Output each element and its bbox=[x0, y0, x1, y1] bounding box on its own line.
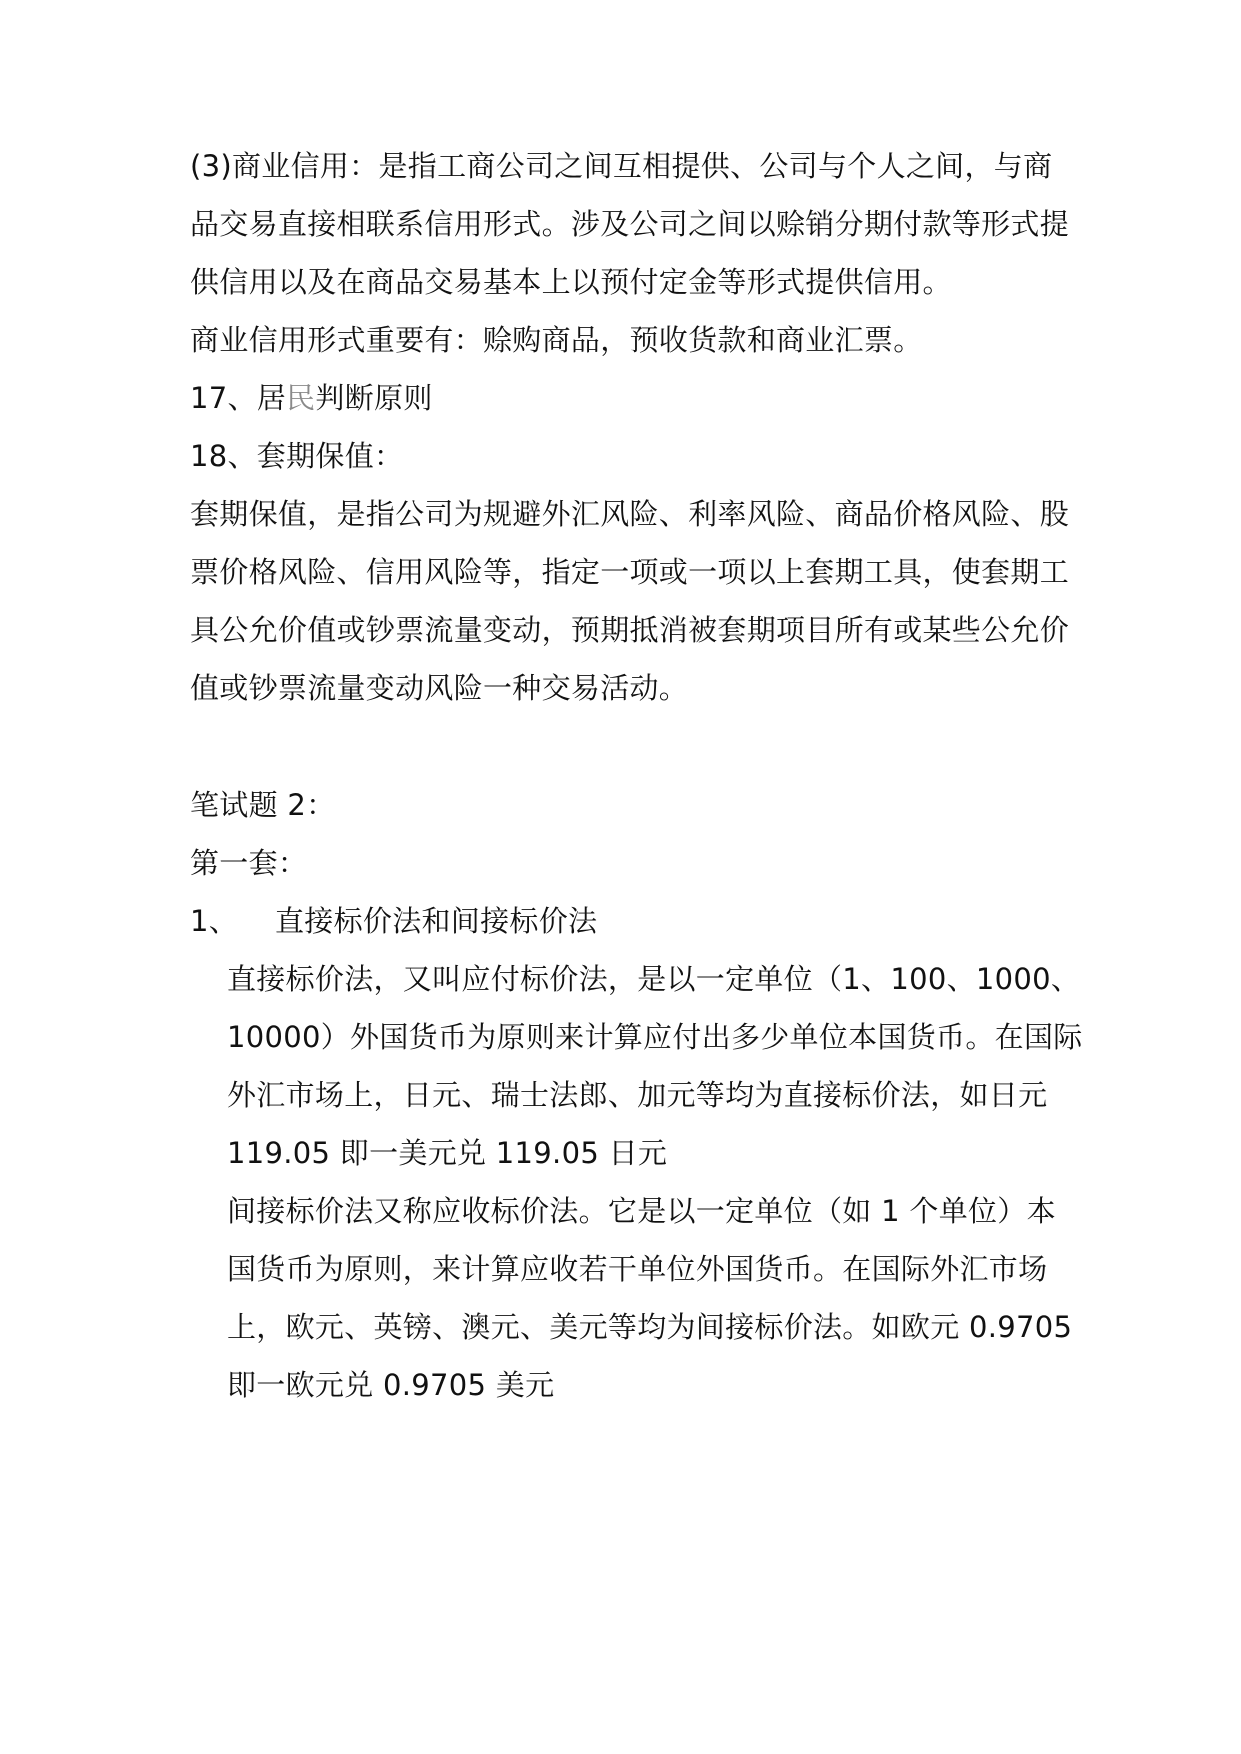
question-1-title: 直接标价法和间接标价法 bbox=[275, 904, 598, 938]
commercial-credit-line-4: 商业信用形式重要有：赊购商品，预收货款和商业汇票。 bbox=[190, 323, 923, 357]
direct-quote-line-2: 10000）外国货币为原则来计算应付出多少单位本国货币。在国际 bbox=[227, 1020, 1083, 1054]
item-17-grey-char: 民 bbox=[286, 381, 316, 415]
direct-quote-line-3: 外汇市场上，日元、瑞士法郎、加元等均为直接标价法，如日元 bbox=[227, 1078, 1048, 1112]
hedging-line-4: 值或钞票流量变动风险一种交易活动。 bbox=[190, 671, 689, 705]
indirect-quote-line-2: 国货币为原则，来计算应收若干单位外国货币。在国际外汇市场 bbox=[227, 1252, 1048, 1286]
item-18-heading: 18、套期保值： bbox=[190, 439, 404, 473]
question-1-number: 1、 bbox=[190, 904, 239, 938]
commercial-credit-line-2: 品交易直接相联系信用形式。涉及公司之间以赊销分期付款等形式提 bbox=[190, 207, 1070, 241]
hedging-line-1: 套期保值，是指公司为规避外汇风险、利率风险、商品价格风险、股 bbox=[190, 497, 1070, 531]
indirect-quote-line-3: 上，欧元、英镑、澳元、美元等均为间接标价法。如欧元 0.9705 bbox=[227, 1310, 1073, 1344]
indirect-quote-line-4: 即一欧元兑 0.9705 美元 bbox=[227, 1368, 555, 1402]
set-1-title: 第一套： bbox=[190, 846, 308, 880]
direct-quote-line-4: 119.05 即一美元兑 119.05 日元 bbox=[227, 1136, 668, 1170]
hedging-line-3: 具公允价值或钞票流量变动，预期抵消被套期项目所有或某些公允价 bbox=[190, 613, 1070, 647]
item-17-prefix: 17、居 bbox=[190, 381, 287, 415]
item-17-suffix: 判断原则 bbox=[315, 381, 433, 415]
commercial-credit-line-3: 供信用以及在商品交易基本上以预付定金等形式提供信用。 bbox=[190, 265, 952, 299]
indirect-quote-line-1: 间接标价法又称应收标价法。它是以一定单位（如 1 个单位）本 bbox=[227, 1194, 1056, 1228]
item-17-heading bbox=[190, 380, 433, 416]
hedging-line-2: 票价格风险、信用风险等，指定一项或一项以上套期工具，使套期工 bbox=[190, 555, 1070, 589]
direct-quote-line-1: 直接标价法，又叫应付标价法，是以一定单位（1、100、1000、 bbox=[227, 962, 1081, 996]
exam-2-title: 笔试题 2： bbox=[190, 788, 336, 822]
commercial-credit-line-1: (3)商业信用：是指工商公司之间互相提供、公司与个人之间，与商 bbox=[190, 149, 1053, 183]
